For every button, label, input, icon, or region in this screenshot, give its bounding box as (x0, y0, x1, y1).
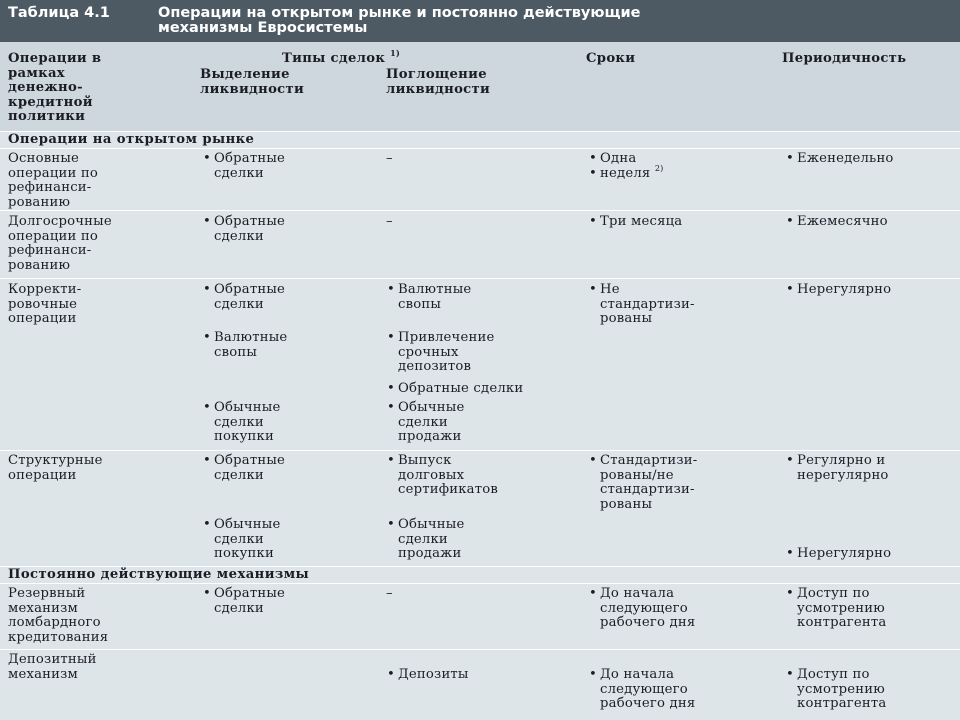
header-deal-types: Типы сделок $^{1)}$ (282, 48, 401, 66)
cell-structural-term: • Стандартизи- рованы/не стандартизи- рованы (600, 454, 697, 512)
row-name-ltro: Долгосрочные операции по рефинанси- рованию (8, 214, 112, 273)
cell-lending-absorb: – (386, 586, 393, 601)
header-operations: Операции в рамках денежно- кредитной политики (8, 51, 102, 125)
table-title-bar (0, 0, 960, 42)
row-divider (0, 450, 960, 451)
row-divider (0, 278, 960, 279)
cell-deposit-term: • До начала следующего рабочего дня (600, 668, 695, 712)
cell-mro-provide: • Обратные сделки (214, 152, 285, 181)
cell-ltro-term: • Три месяца (600, 215, 682, 230)
row-divider (0, 148, 960, 149)
header-terms: Сроки (586, 51, 636, 66)
row-divider (0, 583, 960, 584)
cell-mro-term: • Одна • неделя $^{2)}$ (600, 152, 663, 181)
header-absorb-liquidity: Поглощение ликвидности (386, 67, 491, 97)
table-title-line-2: механизмы Евросистемы (158, 20, 368, 36)
row-name-lending: Резервный механизм ломбардного кредитования (8, 586, 109, 645)
cell-structural-provide-1: • Обратные сделки (214, 454, 285, 483)
footnote-1-marker: 1) (390, 48, 401, 58)
cell-mro-absorb: – (386, 151, 393, 166)
row-divider (0, 210, 960, 211)
table-title (158, 6, 938, 36)
cell-fine-absorb-3: • Обратные сделки (398, 382, 523, 397)
cell-structural-provide-2: • Обычные сделки покупки (214, 518, 280, 562)
cell-structural-absorb-1: • Выпуск долговых сертификатов (398, 454, 498, 498)
footnote-2-marker: 2) (654, 163, 664, 173)
header-provide-liquidity: Выделение ликвидности (200, 67, 305, 97)
section-title-open-market: Операции на открытом рынке (8, 132, 255, 147)
cell-fine-absorb-1: • Валютные свопы (398, 283, 471, 312)
header-frequency: Периодичность (782, 51, 907, 66)
row-name-deposit: Депозитный механизм (8, 652, 97, 682)
cell-fine-term: • Не стандартизи- рованы (600, 283, 695, 327)
cell-lending-provide: • Обратные сделки (214, 587, 285, 616)
cell-ltro-frequency: • Ежемесячно (797, 215, 888, 230)
row-name-mro: Основные операции по рефинанси- рованию (8, 151, 99, 210)
row-divider (0, 649, 960, 650)
cell-deposit-frequency: • Доступ по усмотрению контрагента (797, 668, 886, 712)
row-name-fine-tuning: Корректи- ровочные операции (8, 282, 82, 327)
cell-structural-frequency-2: • Нерегулярно (797, 547, 891, 562)
cell-ltro-absorb: – (386, 214, 393, 229)
cell-deposit-absorb: • Депозиты (398, 668, 469, 683)
cell-fine-frequency: • Нерегулярно (797, 283, 891, 298)
cell-structural-absorb-2: • Обычные сделки продажи (398, 518, 464, 562)
cell-lending-term: • До начала следующего рабочего дня (600, 587, 695, 631)
cell-fine-provide-3: • Обычные сделки покупки (214, 401, 280, 445)
cell-structural-frequency-1: • Регулярно и нерегулярно (797, 454, 889, 483)
cell-mro-frequency: • Еженедельно (797, 152, 894, 167)
row-name-structural: Структурные операции (8, 453, 103, 483)
cell-fine-provide-2: • Валютные свопы (214, 331, 287, 360)
cell-fine-provide-1: • Обратные сделки (214, 283, 285, 312)
table-number: Таблица 4.1 (8, 5, 110, 21)
cell-ltro-provide: • Обратные сделки (214, 215, 285, 244)
table-title-line-1: Операции на открытом рынке и постоянно действующие (158, 5, 641, 21)
cell-lending-frequency: • Доступ по усмотрению контрагента (797, 587, 886, 631)
cell-fine-absorb-2: • Привлечение срочных депозитов (398, 331, 494, 375)
section-title-standing: Постоянно действующие механизмы (8, 567, 310, 582)
cell-fine-absorb-4: • Обычные сделки продажи (398, 401, 464, 445)
